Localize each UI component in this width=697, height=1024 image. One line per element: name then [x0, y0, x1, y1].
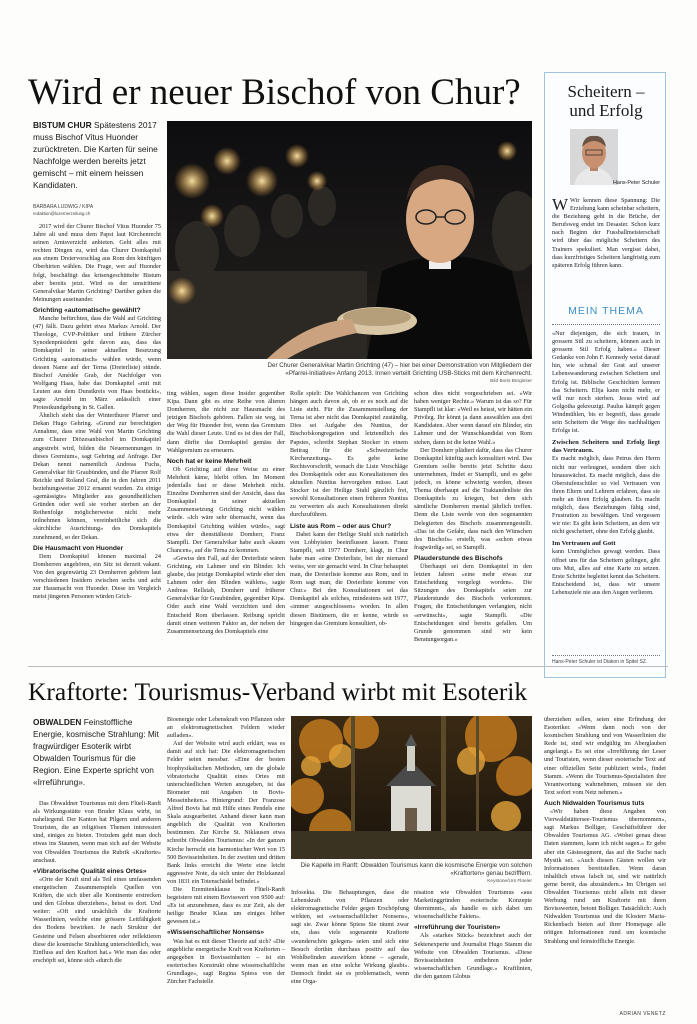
article1-column-2 — [167, 390, 285, 701]
paragraph — [552, 197, 660, 270]
author-portrait — [570, 129, 618, 185]
subheading: Auch Nidwalden Tourismus tuts — [544, 799, 645, 807]
sidebar-title: Scheitern – und Erfolg — [567, 82, 645, 120]
sidebar-footer-rule — [552, 655, 660, 656]
paragraph: Bioenergie oder Lebenskraft von Pflanzen oder an elektromagnetischen Feldern wieder aufladen». — [167, 716, 285, 740]
article1-author-email: redaktion@luzernerzeitung.ch — [33, 210, 91, 216]
article1-photo-caption: Der Churer Generalvikar Martin Grichting (47) – hier bei einer Demonstration von Mitgliedern der «Pfarrei-Initiative» Anfang 2013. Innen verteilt Grichting USB-Sticks mit dem Kirchenrecht. — [267, 362, 532, 377]
article2-column-3 — [291, 889, 409, 1018]
article1-column-1 — [33, 223, 161, 701]
article2-headline: Kraftorte: Tourismus-Verband wirbt mit Esoterik — [28, 677, 528, 706]
subheading: Liste aus Rom – oder aus Chur? — [290, 522, 392, 530]
article1-author: BARBARA LUDWIG / KIPA — [33, 204, 94, 210]
subheading: Die Hausmacht von Huonder — [33, 544, 124, 552]
subheading: «Irreführung der Touristen» — [414, 924, 501, 932]
paragraph: ting wählen, sagen diese Insider gegenüber Kipa. Dann gibt es eine Reihe von älteren Domherren, die nicht zur Hausmacht des jetzigen Bischofs gehören. Fallen sie weg, ist der Weg für Huonder frei, wenn das Gremium die Wahl dieser Leute. Und es ist dies der Fall, dann dürfte das Domkapitel gemäss der Wahlgremium zu erneuern. — [167, 390, 285, 454]
paragraph: Der Domherr plädiert dafür, dass das Churer Domkapitel künftig auch konsultiert wird. Das Gremium sollte bereits jetzt Schritte dazu unternehmen, findet er Stampfli, und es gebe jedoch, es könne schwierig werden, dieses Thema überhaupt auf die Traktandenliste des Domkapitels zu kriegen, bei dem sich sämtliche Domherren mental jährlich treffen. Denn die Liste werde von den sogenannten Delegierten des Bischofs zusammengestellt. «Das ist die Gefahr, dass nach den Wünschen des Bischofs» erstellt, was «schon etwas fragwürdig» sei, so Stampfli. — [414, 446, 532, 551]
subheading: Grichting «automatisch» gewählt? — [33, 306, 141, 314]
subheading: Im Vertrauen auf Gott — [552, 540, 616, 548]
article2-lead-text: Feinstoffliche Energie, kosmische Strahlung: Mit fragwürdiger Esoterik wirbt Obwalden Tourismus für die Region. Eine Experte spricht von «Irreführung». — [33, 717, 159, 787]
paragraph: Dabei kann der Heilige Stuhl sich natürlich von Lobbyisten beeinflussen lassen. Franz Stampfli, seit 1977 Domherr, klagt, in Chur habe man «eine Dreierliste, bei der niemand weiss, wer sie gemacht wird. In Chur behauptet man, die Dreierliste komme aus Rom, und in Rom sagt man, die Dreierliste komme von Chur.» Bei den Konsultationen sei das Domkapitel als solches, mindestens seit 1977, «immer ausgeschlossen» worden. In allen diesen Bistümern, die er kenne, würde es hingegen das Gremium konsultiert, ob- — [290, 530, 408, 627]
paragraph: «Orte der Kraft sind als Teil eines umfassenden energetischen Zusammenspiels Quellen von Kräften, die sich über alle Kontinente erstrecken und den Globus überziehen», heisst es dort. Und weiter: «Oft sind ursächlich die Kraftorte Wasserlinien, welche eine grössere Leitfähigkeit des Bodens bewirken. Je nach Struktur der Gesteine und Felsen absorbieren oder reflektieren diese die kosmische Strahlung unterschiedlich, was Einfluss auf den Kraftort hat.» Wie man das oder erschöpft sei, könne sich «durch die — [33, 875, 161, 964]
paragraph: Es macht möglich, dass Petrus den Herrn nicht nur verleugnet, sondern über sich hinauswächst. Es macht möglich, dass die Oberstufenschüler so viel Vertrauen von ihren Eltern und Lehrern erfahren, dass sie mehr an ihren Erfolg glauben. Es macht möglich, dass Beziehungen fähig sind, Frustration zu bewältigen. Und vergessen wir nie: Es gibt kein Scheitern, an dem wir nicht gescheitert, ohne den Erfolg glaubt. — [552, 455, 660, 536]
portrait-illustration — [570, 129, 618, 185]
article2-photo-credit: Keystone/Urs Flüeler — [487, 879, 532, 884]
article2-photo-caption: Die Kapelle im Ranft: Obwalden Tourismus kann die kosmische Energie von solchen «Kraftorten» genau bezifffern. — [300, 862, 532, 877]
paragraph: «Wir haben diese Angaben von Vierwaldstättersee-Tourismus übernommen», sagt Markus Bolliger, Geschäftsführer der Obwalden Tourismus AG. «Wobei genau diese Daten stammen, kann ich nicht sagen.» Er gebe aber ein Gästesegment, das auf die Suche nach Mystik sei. «Auch diesen Gästen wollen wir Informationen bereitstellen. Wenn daran inhaltlich etwas falsch ist, sind wir natürlich gerne bereit, das abzuändern.» Im Übrigen sei Obwalden Tourismus nicht allein mit dieser Werbung rund um Kraftorte mit ihren Bovisswerten, betont Bolliger. Tatsächlich: Auch Nidwalden Tourismus und die Klosterr Maria-Rickenbach bieten auf ihrer Homepage alle nötigen Informationen rund um kosmische Strahlung und feinstoffliche Energie. — [544, 808, 666, 945]
article1-lead — [33, 119, 161, 191]
subheading: Noch hat er keine Mehrheit — [167, 457, 252, 465]
paragraph: kann Unmögliches gewagt werden. Dass öffnet uns für das Scheitern gelingen, gibt uns Mut, alles auf eine Karte zu setzen. Erste Schritte begleitet kennt das Scheitern. Entscheidend ist, dass wir unsere Lebensziele nie aus den Augen verlieren. — [552, 548, 660, 596]
article2-column-2 — [167, 716, 285, 1018]
paragraph: überziehen sollen, seien eine Erfindung der Esoteriker. «Wenn dann noch von der kosmischen Strahlung und von Wasserlinien die Rede ist, sind wir endgültig im Aberglauben angelangt.» Es sei eine «Irreführung der Leser und Touristen, wenn dieser esoterische Text auf einer offiziellen Seite publiziert wird», findet Stamm. «Wenn die Tourismus-Spezialisten ihre Verantwortung wahrnehmen, müssen sie den Text sofort vom Netz nehmen.» — [544, 716, 666, 796]
grichting-photo-illustration — [167, 121, 532, 359]
article1-headline: Wird er neuer Bischof von Chur? — [28, 72, 521, 113]
article1-column-3 — [290, 390, 408, 701]
paragraph: Was hat es mit dieser Theorie auf sich? «Die angebliche energetische Kraft von Kraftorten – angegeben in Bovisseinheiten – ist ein esoterisches Konstrukt ohne wissenschaftliche Grundlage», sagt Regina Spiess von der Zürcher Fachstelle — [167, 937, 285, 985]
subheading: Plauderstunde des Bischofs — [414, 554, 503, 562]
paragraph: «Gewiss den Fall, auf der Dreierliste wären Grichting, ein Lahmer und ein Blinder. Ich glaube, das jetzige Domkapitel würde eher den Lahmen oder den Blinden wählen», sagte Andreas Rellstab, Domherr und früherer Generalvikar für Graubünden, gegenüber Kipa. Oder auch eine Wahl verzichten und den Entscheid Rom überlassen. Reibung spricht damit einen weiteren Faktor an, der neben der Zusammensetzung des Domkapitels eine — [167, 554, 285, 635]
article-separator — [28, 666, 668, 667]
paragraph: schon dies nicht vorgeschrieben sei. «Wir haben weniger Rechte.» Warum ist das so? Für Stampfli ist klar: «Weil es heisst, wir hätten ein Privileg. Ihr könnt ja dann auswählen aus drei Kandidaten. Aber wenn darauf ein Blinder, ein Lahmer und der Wunschkandidat von Rom stehen, dann ist die keine Wahl.» — [414, 390, 532, 446]
article2-kicker: OBWALDEN — [33, 717, 82, 727]
article1-byline — [33, 204, 161, 217]
paragraph: Die Eremitenklause in Flüeli-Ranft begeistere mit einem Bovisswert von 9500 auf: «Es ist anzunehmen, dass es zur Zeit, als der heilige Bruder Klaus um einiges höher gewesen ist.» — [167, 885, 285, 926]
sidebar-intro — [552, 197, 660, 270]
subheading: Zwischen Scheitern und Erfolg liegt das Vertrauen. — [552, 439, 660, 455]
paragraph: Rolle spielt: Die Wahlchancen von Grichting hängen auch davon ab, ob er es noch auf die Liste steht. Für die Zusammenstellung der Terna ist aber nicht das Domkapitel zuständig. Dies sei Aufgabe des Nuntius, der Bischofskongregation und letztendlich des Papstes, schreibt Stephan Stocker in einem Beitrag für die «Schweizerische Kirchenzeitung». Es gebe keine Rechtsvorschrift, wonach die Liste Vorschläge des Domkapitels oder aus Konsultationen des aktuellen Nuntius hervorgehen müsse. Laut Stocker ist der Heilige Stuhl gänzlich frei, sowohl Konsultationen einen früheren Nuntius zu verwerten als auch Konsultationen direkt durchzuführen. — [290, 390, 408, 519]
sidebar-rubric: MEIN THEMA — [568, 305, 644, 317]
paragraph: Das Obwaldner Tourismus mit dem Flüeli-Ranft als Wirkungsstätte von Bruder Klaus wirbt, ist naheliegend. Der Kanton hat Pilgern und anderen Touristen, die an religiösen Themen interessiert sind, einiges zu bieten. Trotzdem geht man doch etwas ins Staunen, wenn man sich auf der Website von Obwalden Tourismus die Rubrik «Kraftorte» anschaut. — [33, 800, 161, 864]
paragraph: Als «starkes Stück» bezeichnet auch der Sektenexperte und Journalist Hugo Stamm die Website von Obwalden Tourismus. «Diese Bovisseinheiten entbehren jeder wissenschaftlichen Grundlage.» Kraftlinien, die den ganzen Globus — [414, 932, 532, 980]
paragraph: «Nur diejenigen, die sich trauen, in grossem Stil zu scheitern, können auch in grossem Stil Erfolg haben.» Dieser Gedanke von John F. Kennedy weist darauf hin, wie schmal der Grat auf unserer Lebenswanderung zwischen Scheitern und Erfolg ist. Biblische Geschichten kennen das Scheitern. Elija kann nicht mehr, er will nur noch sterben. Jesus wird auf Golgotha gekreuzigt. Paulus kämpft gegen Windmühlen, bis er begreift, dass gerade sein Scheitern die Wege des nachhaltigen Erfolgs ist. — [552, 330, 660, 435]
sidebar-intro-text: Wir kennen diese Spannung: Die Erziehung kann scheinbar scheitern, die Beziehung geht in die Brüche, der Berufsweg endet im Desaster. Schon kurz nach Beginn der Fussballmeisterschaft wird über das mögliche Scheitern des Trainers spekuliert. Man vergisst dabei, dass kurzfristiges Scheitern langfristig zum späteren Erfolg führen kann. — [552, 197, 660, 269]
article2-author: ADRIAN VENETZ — [619, 1011, 666, 1017]
article2-photo — [291, 716, 532, 859]
paragraph: Ähnlich sieht das der Winterthurer Pfarrer und Dekan Hugo Gehring. «Grund zur berechtigten Annahme, dass eine Wahl von Martin Grichting zum Churer Diözesanbischof im Domkapitel angestrebt wird, bilden die Neuernennungen in dieses Gremium», sagt Gehring auf Anfrage. Der Dekan nennt namentlich Andreas Fuchs, Generalvikar für Graubünden, und die Pfarrer Rolf Reichle und Roland Graf, die in den Jahren 2011 beziehungsweise 2012 ernannt wurden. Zu einige «gemässigte» Mitglieder aus gesundheitlichen Gründen oder weil sie vorher sterben an der Reihenfolge möglicherweise nicht mehr teilnehmen können, vereinheitliche sich die «kirchliche Ausrichtung» des Domkapitels zunehmend, so der Dekan. — [33, 412, 161, 541]
sidebar-author: Hans-Peter Schuler — [612, 180, 660, 186]
article1-column-4 — [414, 390, 532, 701]
article1-photo-credit: Bild Boris Bürgisser — [490, 379, 532, 384]
sidebar-footer: Hans-Peter Schuler ist Diakon in Spitel SZ. — [552, 659, 648, 665]
chapel-photo-illustration — [291, 716, 532, 859]
drop-cap: W — [552, 195, 569, 214]
subheading: «Vibratorische Qualität eines Ortes» — [33, 867, 147, 875]
article1-lead-text: Spätestens 2017 muss Bischof Vitus Huonder zurücktreten. Die Karten für seine Nachfolge werden bereits jetzt gemischt – mit einem heissen Kandidaten. — [33, 120, 158, 190]
article2-column-4 — [414, 889, 532, 1018]
paragraph: Infosekta. Die Behauptungen, dass die Lebenskraft von Pflanzen oder elektromagnetische Felder gegen Erschöpfung wirkten, sei «wissenschaftlicher Nonsens», sagt sie. Zwar könne Spiess Sie räumt zwar ein, dass viele sogenannte Kraftorte «wunderschön gelegen» seien und sich eine Besuch dorthin durchaus positiv auf das Wohlbefinden auswirken könne – «gerade, wenn man an eine solche Wirkung glaubt». Dennoch findet sie es problematisch, wenn eine Orga- — [291, 889, 409, 986]
paragraph: Auf der Website wird auch erklärt, was es damit auf sich hat: Die elektromagnetischen Felder seien messbar. «Eine der besten biophysikalischen Methoden, um die globale vibratorische Qualität eines Ortes mit unterschiedlichen Werten anzugeben, ist das Biometer mit Angaben in Bovis-Messeinheiten.» Hintergrund: Der Franzose Alfred Bovis hat mit Hilfe eines Pendels eine Skala ausgearbeitet. Anhand dieser kann man angeblich die Qualität von Kraftorten bestimmen. Zur Kirche St. Niklausen etwa schreibt Obwalden Tourismus: «In der ganzen Kirche herrscht ein harmonischer Wert von 15 500 Bovisseinheiten. In der zweiten und dritten Bank links erreicht die Werte eine leicht aggressive Note, da sich unter der Holzkanzel von 1831 ein Totenschädel befindet.» — [167, 740, 285, 885]
paragraph: Dem Domkapitel können maximal 24 Domherren angehören, ein Sitz ist derzeit vakant. Von den gegenwärtig 23 Domherren gehören laut verschiedenen Insidern zwischen sechs und acht zur Hausmacht von Huonder. Diese im Vergleich meist jüngeren Personen würden Grich- — [33, 552, 161, 601]
paragraph: 2017 wird der Churer Bischof Vitus Huonder 75 Jahre alt und muss dem Papst laut Kirchenrecht seinen Amtsverzicht anbieten. Geht alles mit rechten Dingen zu, wird das Churer Domkapitel aus einem Dreiervorschlag aus Rom den künftigen Oberhirten wählen. Die Frage, wer auf Huonder folgt, beschäftigt das krisengeschüttelte Bistum aber bereits jetzt. Wird es der umstrittene Generalvikar Martin Grichting? Darüber gehen die Meinungen auseinander. — [33, 223, 161, 303]
paragraph: Manche befürchten, dass die Wahl auf Grichting (47) fällt. Dazu gehört etwa Markus Arnold. Der Theologe, CVP-Politiker und frühere Zürcher Synodenpräsident geht davon aus, dass das Domkapitel in seiner aktuellen Besetzung Grichting «automatisch» wählen würde, wenn dessen Name auf der Terna (Dreierliste) stünde. Bischof Amédée Grab, der Nachfolger von Wolfgang Haas, habe das Domkapitel «mit mit Leuten aus dem Dunstkreis von Haas bestückt», sagte Arnold im März anlässlich einer Protestkundgebung in St. Gallen. — [33, 315, 161, 412]
paragraph: Ob Grichting auf diese Weise zu einer Mehrheit käme, bleibt offen. Im Moment jedenfalls fast er diese Mehrheit nicht. Einzelne Domherren sind der Ansicht, dass das Domkapitel in seiner aktuellen Zusammensetzung Grichting nicht wählen würde. «Ich wäre sehr überrascht, wenn das Domkapitel Grichting wählen würde», sagt etwa der diensttälteste Domherr, Franz Stampfli. Der Generalvikar habe auch «kaum Chancen», auf die Terna zu kommen. — [167, 465, 285, 554]
paragraph: Überhaupt sei dem Domkapitel in den letzten Jahren «eine mehr etwas zur Entscheidung vorgelegt worden». Die Sitzungen des Domkapitels seien zur Plauderstunde des Bischofs verkommen. Fragen, die Entscheidungen verlangten, nicht «erwünscht», sagte Stampfli. «Die Entscheidungen sind bereits gefallen. Um Grunde genommen sind wir kein Beratungsorgan.» — [414, 562, 532, 643]
article2-lead — [33, 716, 161, 788]
subheading: «Wissenschaftlicher Nonsens» — [167, 929, 265, 937]
sidebar-rubric-rule — [552, 324, 660, 325]
sidebar-body — [552, 330, 660, 652]
article1-kicker: BISTUM CHUR — [33, 120, 92, 130]
article1-photo — [167, 121, 532, 359]
article2-column-5 — [544, 716, 666, 1008]
paragraph: nisation wie Obwalden Tourismus «aus Marketinggründen esoterische Konzepte übernimmt», als handle es sich dabei um wissenschaftliche Fakten». — [414, 889, 532, 921]
article2-column-1 — [33, 800, 161, 1018]
